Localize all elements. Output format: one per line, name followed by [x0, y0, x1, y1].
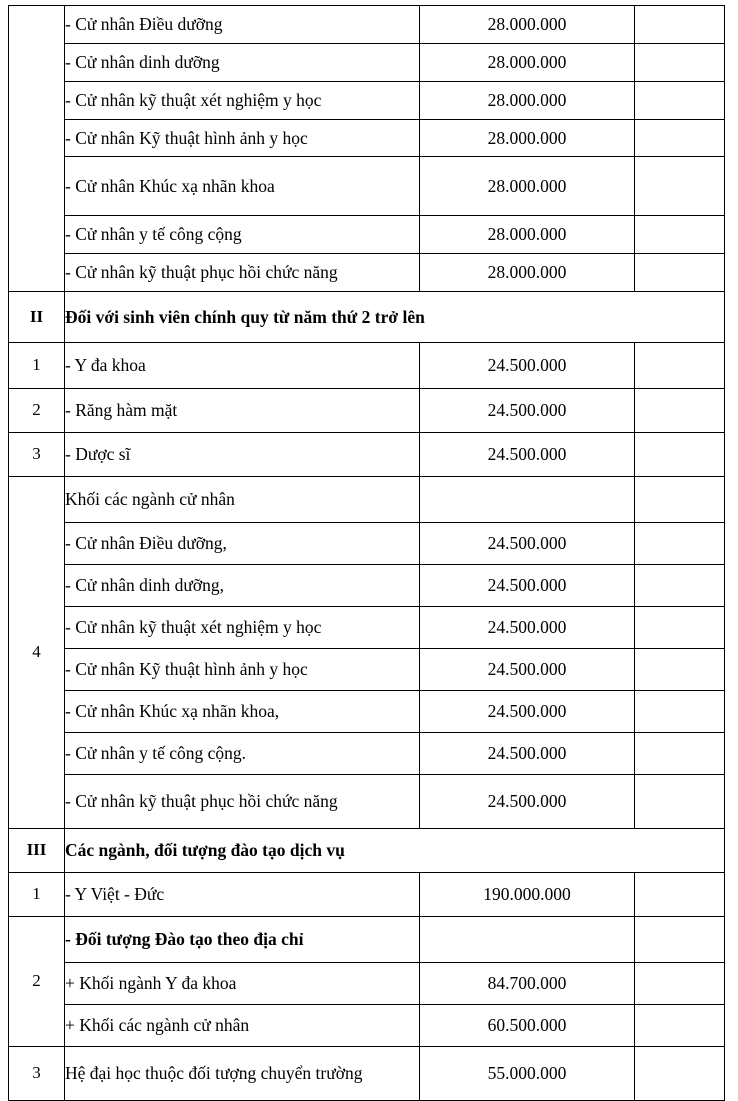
amount-cell: 24.500.000 — [420, 433, 635, 477]
note-cell — [635, 691, 725, 733]
table-row — [9, 1047, 725, 1101]
row-index-cell: 3 — [9, 1047, 65, 1101]
tuition-fee-table — [8, 5, 725, 1101]
note-cell — [635, 82, 725, 120]
amount-cell: 24.500.000 — [420, 523, 635, 565]
program-name-cell: - Cử nhân dinh dưỡng, — [65, 565, 420, 607]
table-row — [9, 523, 725, 565]
table-row — [9, 917, 725, 963]
note-cell — [635, 649, 725, 691]
note-cell — [635, 343, 725, 389]
program-name-cell: - Cử nhân Điều dưỡng — [65, 6, 420, 44]
group-label-cell: Khối các ngành cử nhân — [65, 477, 420, 523]
amount-cell: 28.000.000 — [420, 254, 635, 292]
note-cell — [635, 1047, 725, 1101]
table-row — [9, 44, 725, 82]
table-row — [9, 649, 725, 691]
table-row — [9, 963, 725, 1005]
row-index-cell-merged-top — [9, 6, 65, 292]
table-row — [9, 1005, 725, 1047]
table-row — [9, 82, 725, 120]
note-cell — [635, 523, 725, 565]
table-row — [9, 775, 725, 829]
row-index-cell-merged-4: 4 — [9, 477, 65, 829]
program-name-cell: - Cử nhân kỹ thuật xét nghiệm y học — [65, 607, 420, 649]
amount-cell: 24.500.000 — [420, 649, 635, 691]
amount-cell: 28.000.000 — [420, 157, 635, 216]
program-name-cell: - Cử nhân Kỹ thuật hình ảnh y học — [65, 120, 420, 157]
program-name-cell: - Cử nhân kỹ thuật phục hồi chức năng — [65, 775, 420, 829]
amount-cell: 28.000.000 — [420, 216, 635, 254]
note-cell — [635, 389, 725, 433]
note-cell — [635, 120, 725, 157]
section-title-ii: Đối với sinh viên chính quy từ năm thứ 2 trở lên — [65, 292, 725, 343]
program-name-cell: - Cử nhân Kỹ thuật hình ảnh y học — [65, 649, 420, 691]
amount-cell: 28.000.000 — [420, 44, 635, 82]
note-cell — [635, 6, 725, 44]
table-row — [9, 389, 725, 433]
table-row — [9, 157, 725, 216]
note-cell — [635, 917, 725, 963]
amount-cell: 55.000.000 — [420, 1047, 635, 1101]
group-label-cell: - Đối tượng Đào tạo theo địa chỉ — [65, 917, 420, 963]
note-cell — [635, 44, 725, 82]
amount-cell: 24.500.000 — [420, 733, 635, 775]
note-cell — [635, 775, 725, 829]
row-index-cell: 1 — [9, 343, 65, 389]
amount-cell: 24.500.000 — [420, 389, 635, 433]
amount-cell: 28.000.000 — [420, 6, 635, 44]
program-name-cell: - Dược sĩ — [65, 433, 420, 477]
note-cell — [635, 477, 725, 523]
table-row — [9, 873, 725, 917]
note-cell — [635, 254, 725, 292]
note-cell — [635, 433, 725, 477]
note-cell — [635, 1005, 725, 1047]
section-header-row — [9, 829, 725, 873]
table-row — [9, 120, 725, 157]
table-row — [9, 565, 725, 607]
amount-cell: 28.000.000 — [420, 120, 635, 157]
table-row — [9, 433, 725, 477]
amount-cell: 24.500.000 — [420, 565, 635, 607]
program-name-cell: - Cử nhân Khúc xạ nhãn khoa, — [65, 691, 420, 733]
program-name-cell: + Khối ngành Y đa khoa — [65, 963, 420, 1005]
program-name-cell: Hệ đại học thuộc đối tượng chuyển trường — [65, 1047, 420, 1101]
amount-cell — [420, 917, 635, 963]
table-row — [9, 254, 725, 292]
program-name-cell: - Cử nhân Điều dưỡng, — [65, 523, 420, 565]
row-index-cell: 3 — [9, 433, 65, 477]
program-name-cell: + Khối các ngành cử nhân — [65, 1005, 420, 1047]
table-row — [9, 343, 725, 389]
table-row — [9, 216, 725, 254]
table-row — [9, 691, 725, 733]
row-index-cell: 2 — [9, 389, 65, 433]
table-row — [9, 6, 725, 44]
amount-cell: 190.000.000 — [420, 873, 635, 917]
section-title-iii: Các ngành, đối tượng đào tạo dịch vụ — [65, 829, 725, 873]
amount-cell — [420, 477, 635, 523]
amount-cell: 24.500.000 — [420, 343, 635, 389]
program-name-cell: - Y Việt - Đức — [65, 873, 420, 917]
table-row — [9, 733, 725, 775]
section-index-iii: III — [9, 829, 65, 873]
note-cell — [635, 873, 725, 917]
note-cell — [635, 565, 725, 607]
note-cell — [635, 733, 725, 775]
table-row — [9, 607, 725, 649]
amount-cell: 24.500.000 — [420, 691, 635, 733]
row-index-cell-merged-2: 2 — [9, 917, 65, 1047]
amount-cell: 84.700.000 — [420, 963, 635, 1005]
amount-cell: 24.500.000 — [420, 607, 635, 649]
note-cell — [635, 216, 725, 254]
program-name-cell: - Răng hàm mặt — [65, 389, 420, 433]
amount-cell: 60.500.000 — [420, 1005, 635, 1047]
program-name-cell: - Cử nhân kỹ thuật xét nghiệm y học — [65, 82, 420, 120]
amount-cell: 28.000.000 — [420, 82, 635, 120]
note-cell — [635, 157, 725, 216]
table-row — [9, 477, 725, 523]
program-name-cell: - Cử nhân y tế công cộng — [65, 216, 420, 254]
amount-cell: 24.500.000 — [420, 775, 635, 829]
program-name-cell: - Cử nhân kỹ thuật phục hồi chức năng — [65, 254, 420, 292]
program-name-cell: - Cử nhân Khúc xạ nhãn khoa — [65, 157, 420, 216]
program-name-cell: - Cử nhân y tế công cộng. — [65, 733, 420, 775]
section-index-ii: II — [9, 292, 65, 343]
row-index-cell: 1 — [9, 873, 65, 917]
section-header-row — [9, 292, 725, 343]
program-name-cell: - Cử nhân dinh dưỡng — [65, 44, 420, 82]
note-cell — [635, 963, 725, 1005]
note-cell — [635, 607, 725, 649]
program-name-cell: - Y đa khoa — [65, 343, 420, 389]
